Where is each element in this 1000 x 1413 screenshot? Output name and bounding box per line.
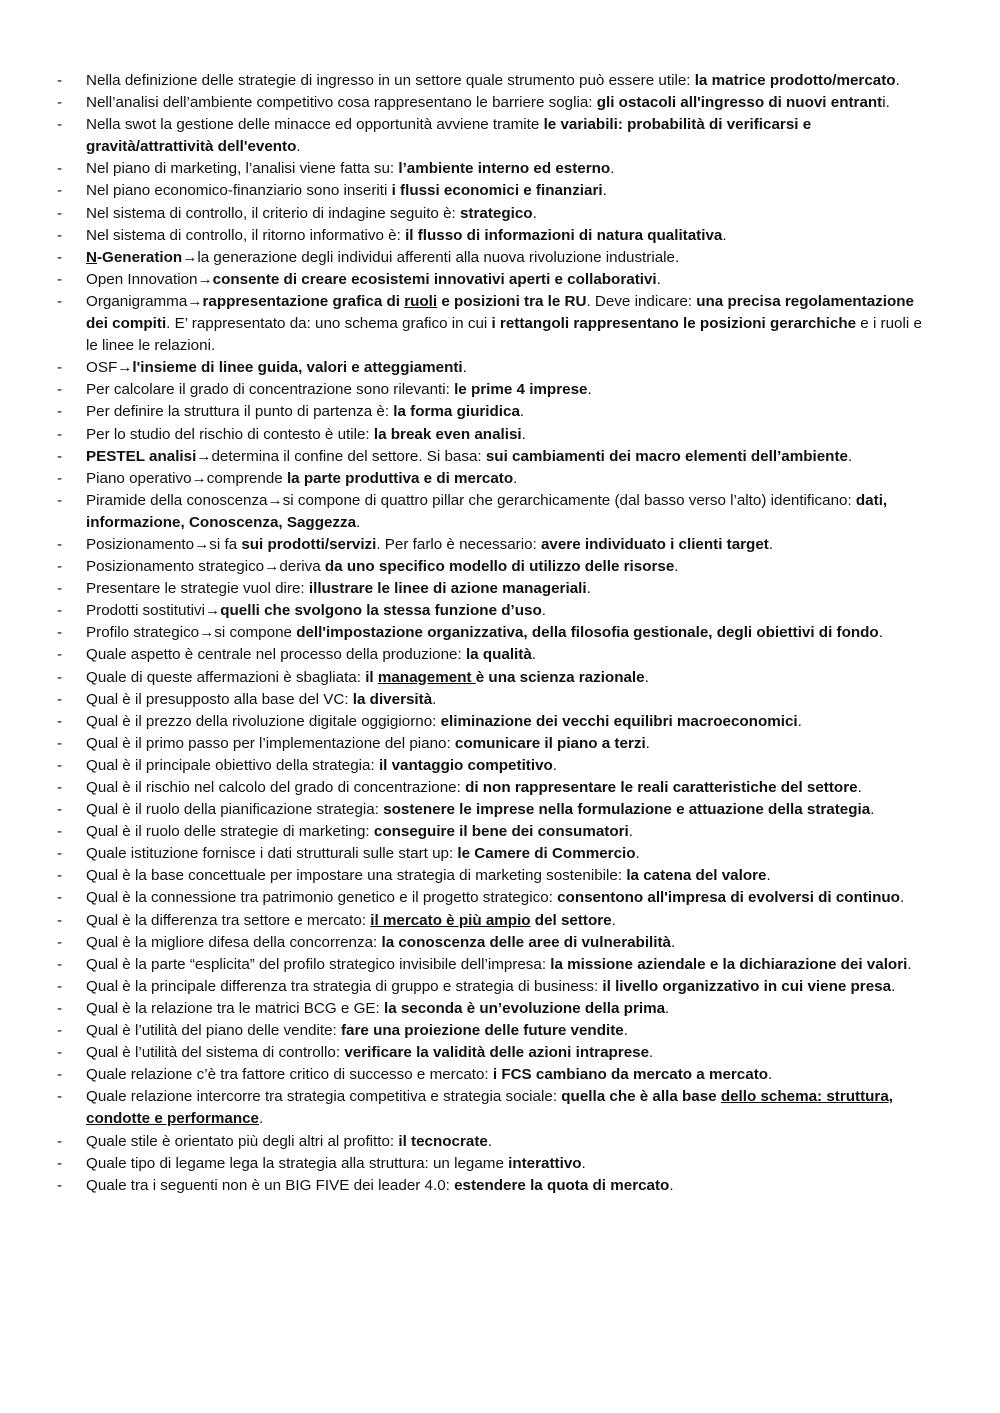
item-answer: e posizioni tra le RU [437,292,587,310]
item-text: . [649,1044,654,1062]
list-item [57,1064,937,1086]
item-answer: una precisa regolamentazione dei compiti [86,292,914,333]
item-answer: gli ostacoli all'ingresso di nuovi entrant [596,94,883,112]
list-item [57,424,937,446]
item-answer: strategico [459,204,533,222]
item-text: . Per farlo è necessario: [376,535,541,553]
item-text: . [462,359,467,377]
item-text: Qual è l’utilità del piano delle vendite: [86,1022,341,1040]
item-answer: comunicare il piano a terzi [454,734,646,752]
item-text: . [857,779,862,796]
item-answer: le Camere di Commercio [457,845,636,863]
item-text: i. [882,94,890,112]
item-text: Qual è la parte “esplicita” del profilo strategico invisibile dell’impresa: [86,955,551,973]
list-item [57,1020,937,1042]
list-item [57,865,937,887]
item-text: Qual è il ruolo della pianificazione strategia: [86,801,384,819]
item-text: . [635,845,640,863]
item-answer-underlined: il mercato è più ampio [370,911,531,929]
item-text: Qual è la connessione tra patrimonio genetico e il progetto strategico: [86,889,558,907]
item-text: Per lo studio del rischio di contesto è utile: [86,425,374,443]
item-text: Nel sistema di controllo, il criterio di indagine seguito è: [86,204,460,222]
item-text: Quale tipo di legame lega la strategia alla struttura: un legame [86,1154,509,1172]
item-text: OSF→ [86,359,133,377]
item-answer: →rappresentazione grafica di [187,292,405,310]
item-text: Quale di queste affermazioni è sbagliata: [86,668,366,686]
item-answer: la conoscenza delle aree di vulnerabilità [381,933,671,951]
item-text: Quale stile è orientato più degli altri al profitto: [86,1132,399,1150]
item-text: . [259,1110,264,1128]
list-item [57,534,937,556]
item-text: Posizionamento strategico→deriva [86,558,325,576]
item-text: . [644,668,649,686]
list-item [57,291,937,357]
list-item [57,910,937,932]
item-text: Presentare le strategie vuol dire: [86,580,309,598]
item-answer: la missione aziendale e la dichiarazione dei valori [550,955,908,973]
item-text: . [541,602,546,620]
item-text: . [610,160,615,178]
list-item [57,843,937,865]
item-answer: è una scienza razionale [475,668,645,686]
list-item [57,556,937,578]
item-answer: la diversità [352,690,433,708]
item-text: Prodotti sostitutivi [86,602,206,620]
item-text: Per definire la struttura il punto di partenza è: [86,403,394,421]
item-text: →determina il confine del settore. Si basa: [196,447,486,465]
item-text: . [602,182,607,200]
list-item [57,733,937,755]
list-item [57,357,937,379]
item-answer: la matrice prodotto/mercato [694,72,896,89]
item-text: . [587,381,592,399]
item-answer: il livello organizzativo in cui viene presa [602,977,892,995]
item-text: Per calcolare il grado di concentrazione sono rilevanti: [86,381,455,399]
item-text: Quale relazione c’è tra fattore critico di successo e mercato: [86,1066,493,1084]
item-answer: il tecnocrate [398,1132,488,1150]
item-text: . [552,756,558,774]
item-text: Nella definizione delle strategie di ingresso in un settore quale strumento può essere utile: [86,72,695,89]
item-text: . [766,867,771,885]
item-text: Piramide della conoscenza→si compone di quattro pillar che gerarchicamente (dal basso verso l’alto) identificano: [86,491,856,509]
list-item [57,1042,937,1064]
item-text: Qual è il prezzo della rivoluzione digitale oggigiorno: [86,712,441,730]
list-item [57,600,937,622]
list-item [57,976,937,998]
item-text: Nell’analisi dell’ambiente competitivo cosa rappresentano le barriere soglia: [86,94,597,112]
list-item [57,755,937,777]
item-text: Qual è il principale obiettivo della strategia: [86,756,379,774]
item-text: Posizionamento→si fa [86,535,242,553]
item-answer: estendere la quota di mercato [454,1176,670,1194]
item-answer: sui prodotti/servizi [241,535,377,553]
list-item [57,490,937,534]
item-answer: avere individuato i clienti target [540,535,769,553]
item-text: Nel sistema di controllo, il ritorno informativo è: [86,226,406,244]
item-answer: di non rappresentare le reali caratteristiche del settore [465,779,858,796]
list-item [57,998,937,1020]
list-item [57,1153,937,1175]
item-text: . Deve indicare: [586,292,697,310]
item-answer: il vantaggio competitivo [378,756,553,774]
item-answer: le prime 4 imprese [454,381,588,399]
item-answer: sostenere le imprese nella formulazione e attuazione della strategia [383,801,871,819]
item-answer: verificare la validità delle azioni intraprese [344,1044,650,1062]
item-text: . [847,447,853,465]
list-item [57,446,937,468]
list-item [57,954,937,976]
item-text: . [628,823,633,841]
item-text: . [907,955,912,973]
item-text: Qual è la differenza tra settore e mercato: [86,911,371,929]
item-text: . [532,204,537,222]
item-text: →la generazione degli individui afferenti alla nuova rivoluzione industriale. [182,248,680,266]
item-answer: i FCS cambiano da mercato a mercato [492,1066,769,1084]
item-answer: del settore [530,911,612,929]
item-text: . [656,270,661,288]
item-text: . [878,624,883,642]
item-answer: dati, informazione, Conoscenza, Saggezza [86,491,888,531]
item-text: . [899,889,905,907]
item-text: . E’ rappresentato da: uno schema grafico in cui [166,315,492,333]
item-text: Nel piano economico-finanziario sono inseriti [86,182,392,200]
list-item [57,887,937,909]
list-item [57,667,937,689]
item-text: . [487,1132,493,1150]
item-text: Piano operativo→comprende [86,469,287,487]
item-text: Qual è la principale differenza tra strategia di gruppo e strategia di business: [86,977,603,995]
list-item [57,799,937,821]
item-text: . [674,558,679,576]
item-answer: la catena del valore [626,867,767,885]
item-answer: illustrare le linee di azione manageriali [308,580,587,598]
item-text: Quale istituzione fornisce i dati strutturali sulle start up: [86,845,458,863]
item-text: Open Innovation [86,270,198,288]
item-answer: sui cambiamenti dei macro elementi dell’ambiente [485,447,848,465]
item-text: Quale aspetto è centrale nel processo della produzione: [86,646,466,664]
item-answer: la seconda è un’evoluzione della prima [383,999,666,1017]
list-item [57,644,937,666]
item-answer-underlined: N [86,248,97,266]
item-text: . [891,977,896,995]
list-item [57,247,937,269]
list-item [57,821,937,843]
item-answer-underlined: management [377,668,476,686]
list-item [57,1131,937,1153]
item-text: . [768,1066,773,1084]
item-text: Qual è la relazione tra le matrici BCG e GE: [86,999,384,1017]
item-text: . [521,425,526,443]
list-item [57,379,937,401]
list-item [57,1175,937,1197]
item-answer: fare una proiezione delle future vendite [340,1022,624,1040]
item-answer: consentono all'impresa di evolversi di continuo [557,889,900,907]
item-answer: la forma giuridica [393,403,520,421]
list-item [57,70,937,92]
list-item [57,225,937,247]
list-item [57,468,937,490]
list-item [57,777,937,799]
item-text: . [611,911,616,929]
item-answer: la qualità [465,646,532,664]
item-answer-underlined: ruoli [404,292,438,310]
item-text: . [586,580,591,598]
item-text: Nella swot la gestione delle minacce ed opportunità avviene tramite [86,116,544,134]
item-text: Qual è il presupposto alla base del VC: [86,690,353,708]
list-item [57,114,937,158]
item-text: Qual è la base concettuale per impostare una strategia di marketing sostenibile: [86,867,627,885]
list-item [57,932,937,954]
item-text: . [665,999,670,1017]
item-answer: la parte produttiva e di mercato [286,469,514,487]
item-text: . [671,933,676,951]
item-text: Nel piano di marketing, l’analisi viene fatta su: [86,160,399,178]
quiz-answer-list [57,70,937,1197]
item-text: . [581,1154,586,1172]
list-item [57,401,937,423]
list-item [57,622,937,644]
item-answer: quella che è alla base [561,1088,721,1106]
item-answer: dell'impostazione organizzativa, della filosofia gestionale, degli obiettivi di fondo [296,624,879,642]
item-answer: →quelli che svolgono la stessa funzione d’uso [205,602,542,620]
item-text: Qual è il rischio nel calcolo del grado di concentrazione: [86,779,466,796]
list-item [57,1086,937,1130]
item-answer: -Generation [96,248,183,266]
item-text: . [797,712,802,730]
list-item [57,689,937,711]
list-item [57,92,937,114]
item-answer: conseguire il bene dei consumatori [373,823,629,841]
item-text: Profilo strategico→si compone [86,624,297,642]
item-text: . [531,646,537,664]
item-text: Qual è l’utilità del sistema di controllo: [86,1044,345,1062]
item-answer: i flussi economici e finanziari [391,182,603,200]
item-answer: →consente di creare ecosistemi innovativi aperti e collaborativi [197,270,657,288]
item-text: e i ruoli e le linee le relazioni. [86,315,922,355]
list-item [57,203,937,225]
list-item [57,269,937,291]
item-text: Quale relazione intercorre tra strategia competitiva e strategia sociale: [86,1088,562,1106]
item-text: . [645,734,650,752]
item-text: . [722,226,727,244]
item-text: . [519,403,525,421]
item-text: . [768,535,774,553]
item-answer: le variabili: probabilità di verificarsi e gravità/attrattività dell'evento [86,116,812,156]
item-answer: l'insieme di linee guida, valori e atteggiamenti [132,359,463,377]
list-item [57,158,937,180]
item-answer: l’ambiente interno ed esterno [398,160,611,178]
item-text: . [623,1022,628,1040]
item-text: . [513,469,518,487]
item-answer: eliminazione dei vecchi equilibri macroeconomici [440,712,798,730]
list-item [57,180,937,202]
list-item [57,578,937,600]
item-answer-underlined: dello schema: struttura, condotte e performance [86,1088,893,1128]
item-answer: il flusso di informazioni di natura qualitativa [405,226,723,244]
item-text: Qual è il primo passo per l’implementazione del piano: [86,734,455,752]
item-text: . [895,72,900,89]
item-answer: i rettangoli rappresentano le posizioni gerarchiche [491,315,857,333]
item-text: . [356,513,361,531]
item-text: Quale tra i seguenti non è un BIG FIVE dei leader 4.0: [86,1176,455,1194]
item-text: . [870,801,875,819]
item-answer: il [365,668,378,686]
item-text: . [296,138,301,156]
list-item [57,711,937,733]
item-text: Organigramma [86,292,188,310]
item-answer: PESTEL analisi [86,447,197,465]
item-text: Qual è la migliore difesa della concorrenza: [86,933,382,951]
item-answer: da uno specifico modello di utilizzo delle risorse [324,558,675,576]
item-text: . [432,690,437,708]
item-answer: interattivo [508,1154,582,1172]
item-text: Qual è il ruolo delle strategie di marketing: [86,823,374,841]
item-answer: la break even analisi [373,425,522,443]
item-text: . [669,1176,674,1194]
